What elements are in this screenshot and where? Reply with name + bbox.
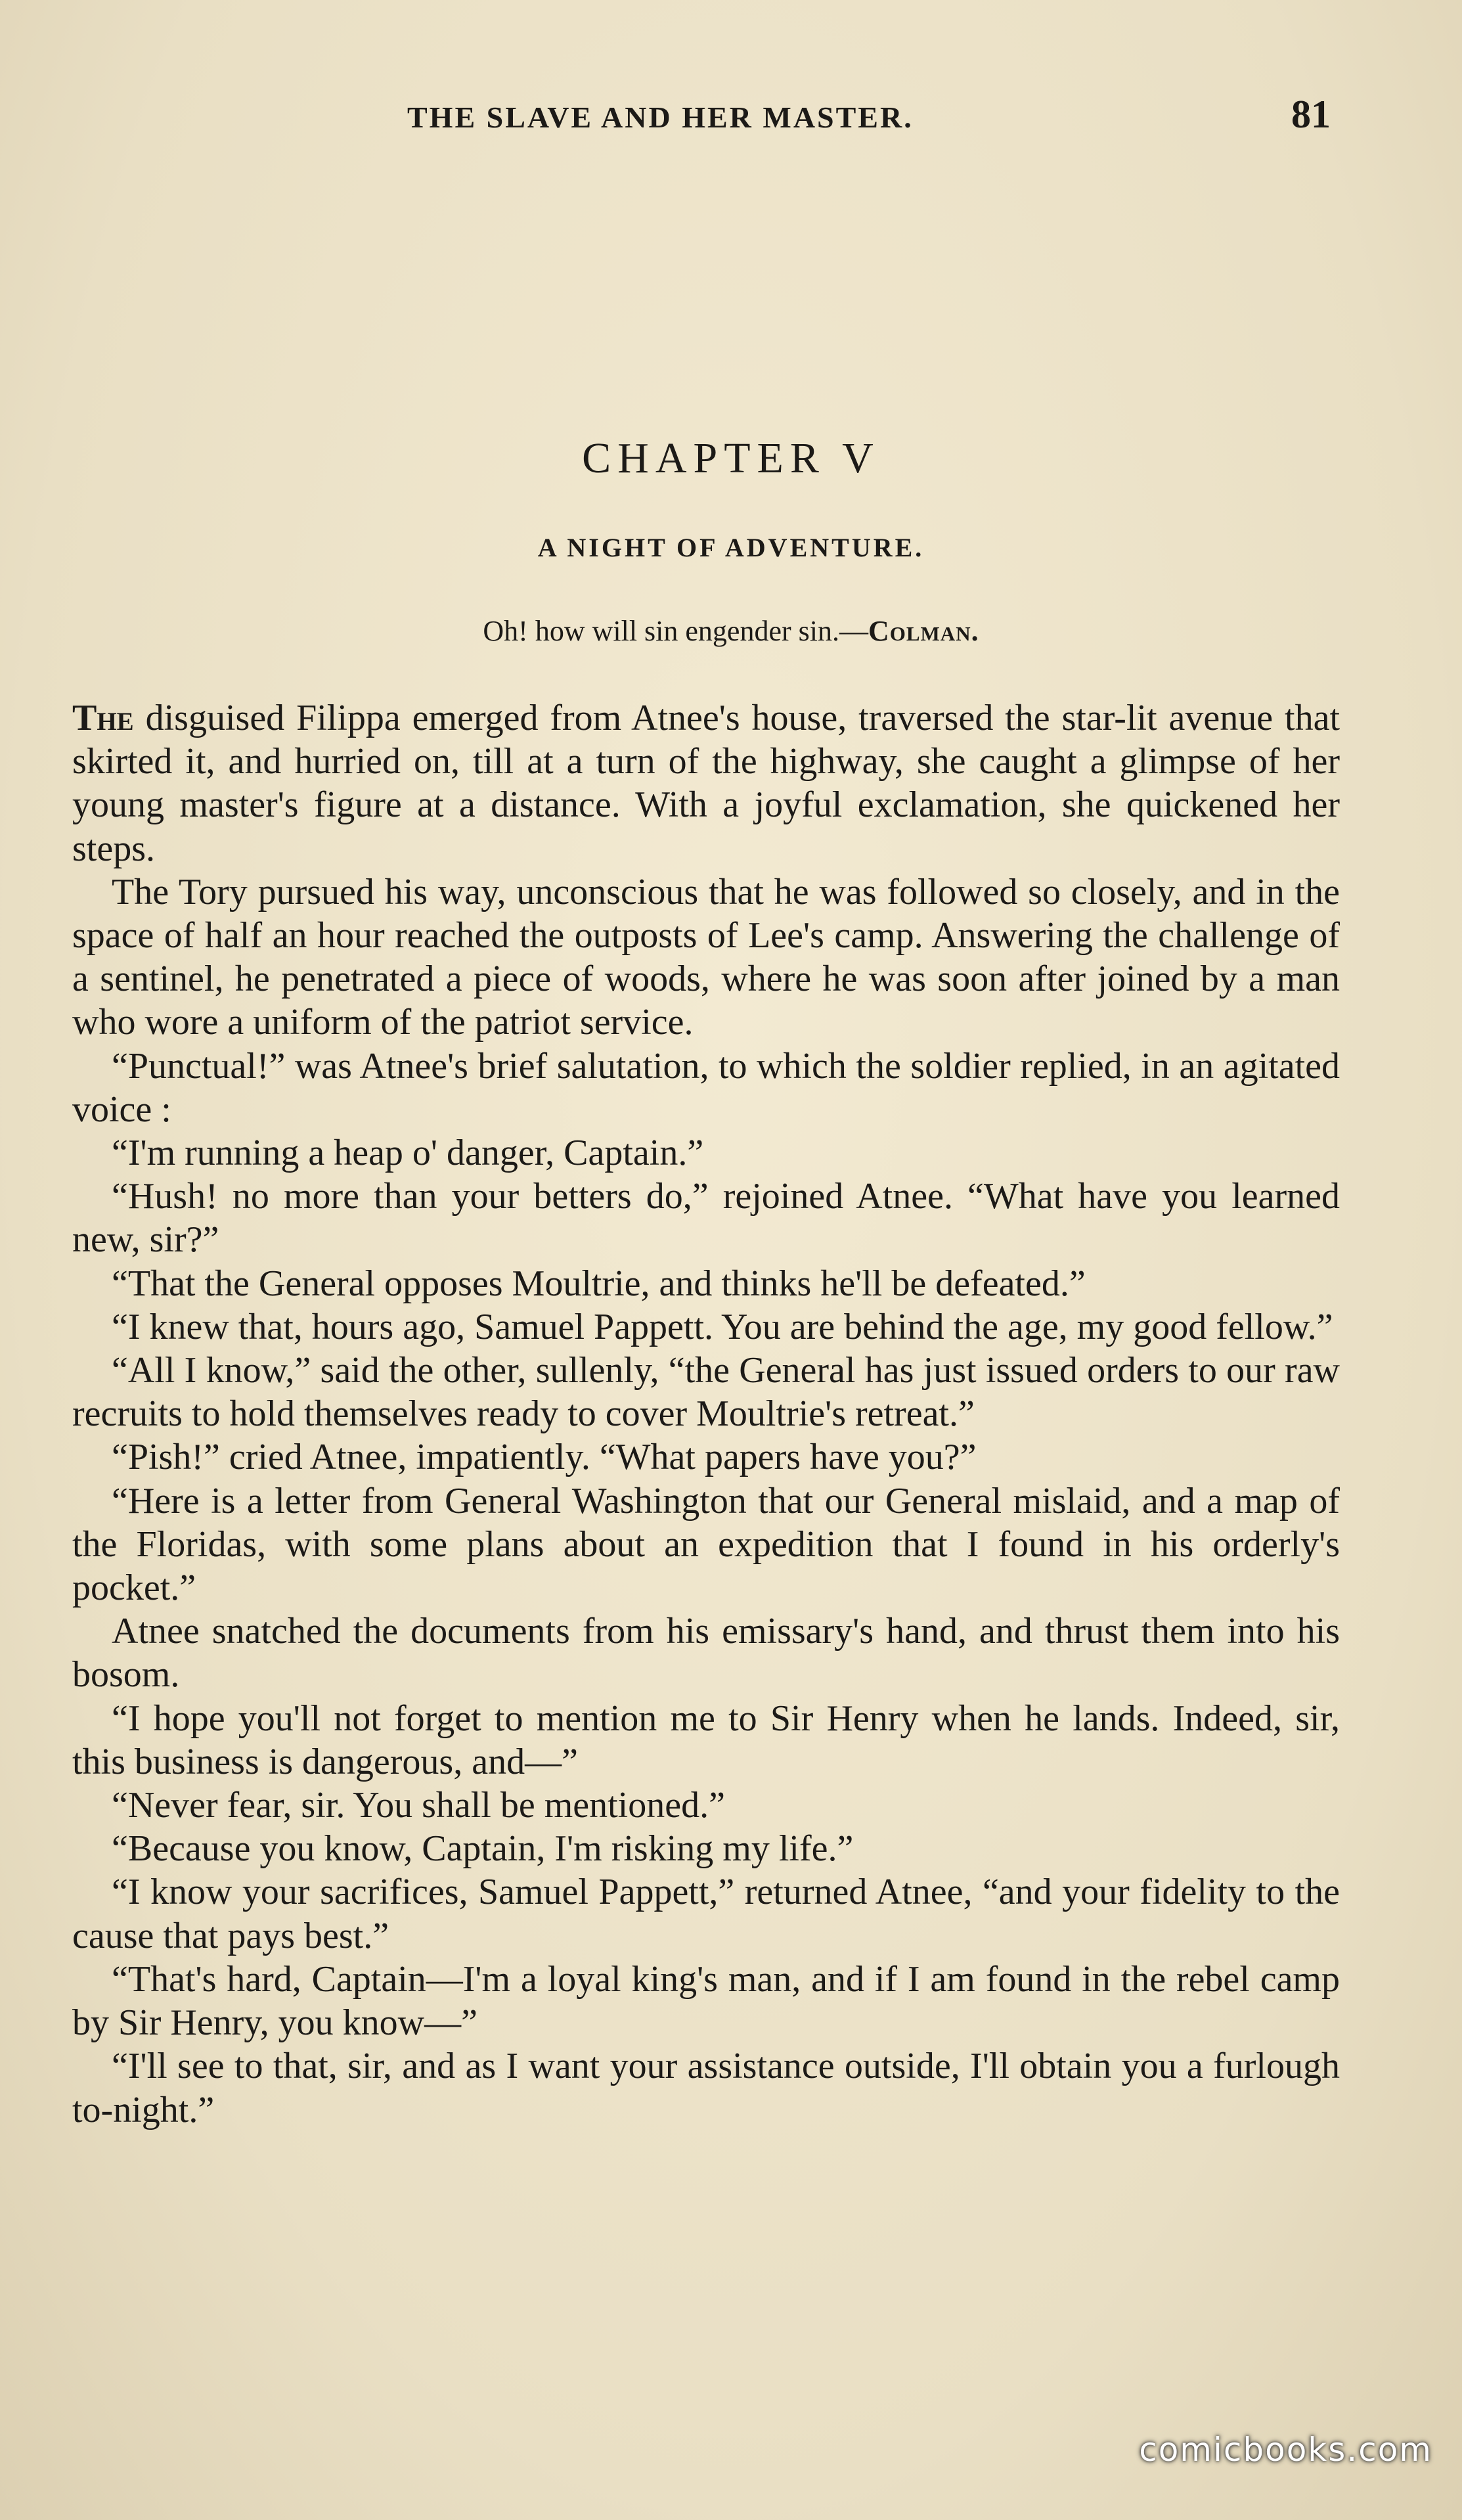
epigraph [0, 614, 1462, 648]
paragraph: “All I know,” said the other, sullenly, “the General has just issued orders to our raw recruits to hold themselves ready to cover Moultrie's retreat.” [72, 1350, 1340, 1435]
paragraph: “Because you know, Captain, I'm risking my life.” [112, 1828, 854, 1870]
paragraph: “That's hard, Captain—I'm a loyal king's man, and if I am found in the rebel camp by Sir Henry, you know—” [72, 1958, 1340, 2044]
paragraph: The disguised Filippa emerged from Atnee's house, traversed the star-lit avenue that skirted it, and hurried on, till at a turn of the highway, she caught a glimpse of her young master's figure at a distance. With a joyful exclamation, she quickened her steps. [72, 698, 1340, 869]
paragraph: “Punctual!” was Atnee's brief salutation, to which the soldier replied, in an agitated voice : [72, 1045, 1340, 1130]
paragraph: “Pish!” cried Atnee, impatiently. “What papers have you?” [112, 1437, 977, 1478]
paragraph: “Hush! no more than your betters do,” rejoined Atnee. “What have you learned new, sir?” [72, 1176, 1340, 1261]
paragraph: “I'll see to that, sir, and as I want your assistance outside, I'll obtain you a furlough to-night.” [72, 2046, 1340, 2130]
drop-word: The [72, 698, 134, 738]
chapter-body [72, 696, 1340, 2132]
page-header [407, 92, 1331, 137]
paragraph: Atnee snatched the documents from his emissary's hand, and thrust them into his bosom. [72, 1611, 1340, 1696]
paragraph: “Here is a letter from General Washington that our General mislaid, and a map of the Floridas, with some plans about an expedition that I found in his orderly's pocket.” [72, 1480, 1340, 1609]
epigraph-attribution: Colman. [868, 615, 979, 647]
paragraph: The Tory pursued his way, unconscious that he was followed so closely, and in the space of half an hour reached the outposts of Lee's camp. Answering the challenge of a sentinel, he penetrated a piece of woods, where he was soon after joined by a man who wore a uniform of the patriot service. [72, 871, 1340, 1043]
running-title: THE SLAVE AND HER MASTER. [407, 101, 914, 134]
chapter-subtitle: A NIGHT OF ADVENTURE. [537, 533, 925, 562]
paragraph: “I hope you'll not forget to mention me to Sir Henry when he lands. Indeed, sir, this business is dangerous, and—” [72, 1698, 1340, 1782]
chapter-title: CHAPTER V [582, 434, 880, 482]
epigraph-text: Oh! how will sin engender sin.— [483, 615, 868, 647]
paragraph: “I'm running a heap o' danger, Captain.” [112, 1133, 704, 1174]
page-number: 81 [1291, 93, 1331, 136]
paragraph: “That the General opposes Moultrie, and thinks he'll be defeated.” [112, 1263, 1086, 1304]
paragraph: “I knew that, hours ago, Samuel Pappett. You are behind the age, my good fellow.” [112, 1306, 1333, 1347]
watermark: comicbooks.com [1139, 2431, 1432, 2469]
paragraph: “Never fear, sir. You shall be mentioned.” [112, 1785, 725, 1826]
paragraph: “I know your sacrifices, Samuel Pappett,” returned Atnee, “and your fidelity to the cause that pays best.” [72, 1872, 1340, 1956]
